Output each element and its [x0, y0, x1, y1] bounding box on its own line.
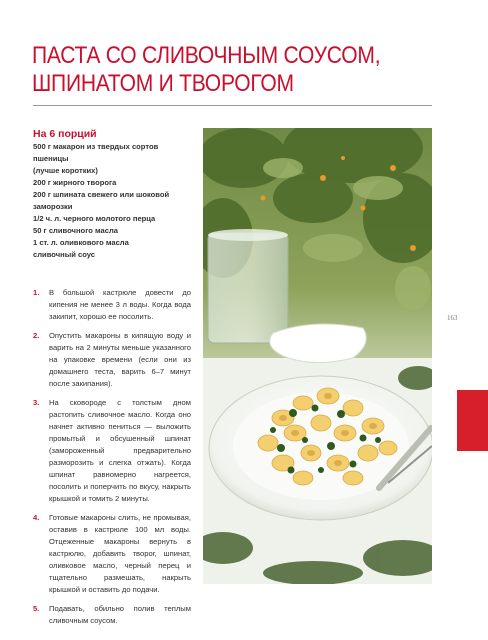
ingredients-list [33, 141, 193, 261]
step-item [33, 397, 191, 505]
pasta-dish-illustration [203, 128, 432, 584]
step-number: 5. [33, 604, 40, 613]
chapter-tab [457, 390, 488, 451]
step-text: В большой кастрюле довести до кипения не менее 3 л воды. Когда вода закипит, хорошо ее посолить. [49, 288, 191, 321]
ingredient-item: 50 г сливочного масла [33, 226, 119, 235]
step-number: 2. [33, 331, 40, 340]
ingredient-item: (лучше коротких) [33, 166, 98, 175]
ingredient-item: заморозки [33, 202, 73, 211]
step-item [33, 512, 191, 596]
recipe-title-line-1: ПАСТА СО СЛИВОЧНЫМ СОУСОМ, [32, 42, 381, 69]
recipe-title-line-2: ШПИНАТОМ И ТВОРОГОМ [32, 70, 294, 97]
step-text: Подавать, обильно полив теплым сливочным соусом. [49, 604, 191, 625]
ingredient-item: 1/2 ч. л. черного молотого перца [33, 214, 156, 223]
ingredient-item: сливочный соус [33, 250, 96, 259]
step-number: 3. [33, 398, 40, 407]
steps-list [33, 287, 191, 634]
servings-heading: На 6 порций [33, 128, 97, 140]
step-item [33, 287, 191, 323]
step-text: Опустить макароны в кипящую воду и варить на 2 минуты меньше указанного на упаковке времени (если они из домашнего теста, варить 6–7 минут после закипания). [49, 331, 191, 388]
ingredient-item: 500 г макарон из твердых сортов пшеницы [33, 142, 159, 163]
title-divider [33, 105, 432, 106]
ingredient-item: 200 г шпината свежего или шоковой [33, 190, 170, 199]
step-item [33, 330, 191, 390]
ingredient-item: 1 ст. л. оливкового масла [33, 238, 129, 247]
step-number: 1. [33, 288, 40, 297]
step-text: Готовые макароны слить, не промывая, оставив в кастрюле 100 мл воды. Отцеженные макароны вернуть в кастрюлю, добавить творог, шпинат, оливковое масло, черный перец и тщательно размешать, накрыть крышкой и оставить до подачи. [49, 513, 191, 594]
step-number: 4. [33, 513, 40, 522]
page-number: 163 [447, 314, 458, 322]
recipe-title [32, 42, 385, 98]
ingredient-item: 200 г жирного творога [33, 178, 117, 187]
step-text: На сковороде с толстым дном растопить сливочное масло. Когда оно начнет активно пениться — выложить промытый и обсушенный шпинат (замороженный предварительно разморозить и слегка отжать). Когда шпинат равномерно нагреется, посолить и поперчить по вкусу, накрыть крышкой и томить 2 минуты. [49, 398, 191, 503]
step-item [33, 603, 191, 627]
dish-photo [203, 128, 432, 584]
